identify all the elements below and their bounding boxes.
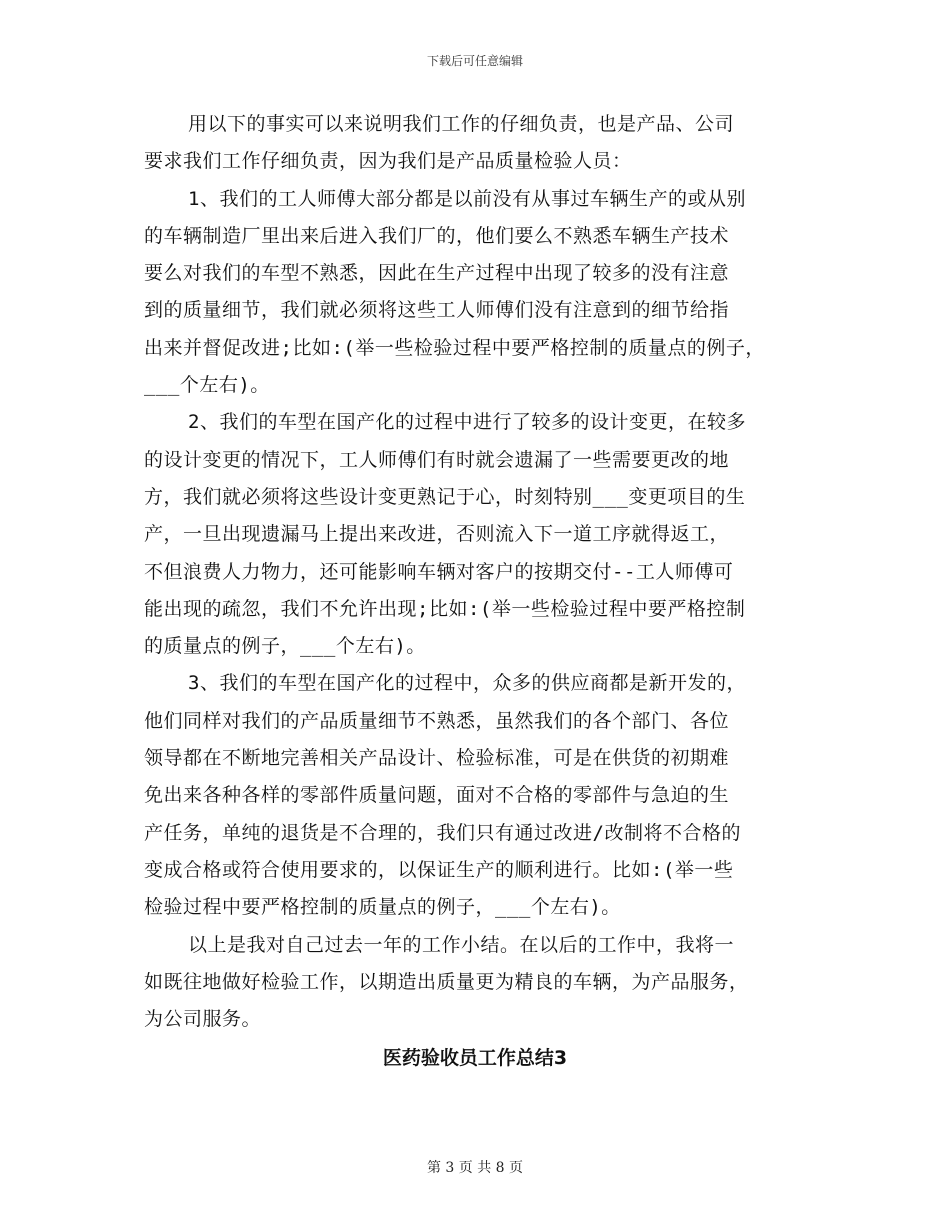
- text-line: 他们同样对我们的产品质量细节不熟悉，虽然我们的各个部门、各位: [144, 709, 730, 732]
- text-line: 要么对我们的车型不熟悉，因此在生产过程中出现了较多的没有注意: [144, 262, 730, 285]
- page-footer: 第 3 页 共 8 页: [426, 1160, 524, 1176]
- text-line: 为公司服务。: [144, 1008, 262, 1031]
- text-line: 3、我们的车型在国产化的过程中，众多的供应商都是新开发的，: [188, 672, 746, 695]
- text-line: 产任务，单纯的退货是不合理的，我们只有通过改进/改制将不合格的: [144, 821, 741, 844]
- text-line: 的质量点的例子，___个左右)。: [144, 635, 426, 658]
- text-line: 变成合格或符合使用要求的，以保证生产的顺利进行。比如:(举一些: [144, 858, 734, 881]
- text-line: ___个左右)。: [144, 374, 270, 397]
- text-line: 的设计变更的情况下，工人师傅们有时就会遗漏了一些需要更改的地: [144, 448, 730, 471]
- section-title: 医药验收员工作总结3: [382, 1047, 568, 1069]
- document-body: [144, 106, 814, 1038]
- text-line: 如既往地做好检验工作，以期造出质量更为精良的车辆，为产品服务，: [144, 970, 749, 993]
- text-line: 到的质量细节，我们就必须将这些工人师傅们没有注意到的细节给指: [144, 299, 730, 322]
- text-line: 产，一旦出现遗漏马上提出来改进，否则流入下一道工序就得返工，: [144, 523, 730, 546]
- text-line: 检验过程中要严格控制的质量点的例子，___个左右)。: [144, 896, 621, 919]
- text-line: 不但浪费人力物力，还可能影响车辆对客户的按期交付--工人师傅可: [144, 560, 734, 583]
- text-line: 能出现的疏忽，我们不允许出现;比如:(举一些检验过程中要严格控制: [144, 597, 746, 620]
- text-line: 以上是我对自己过去一年的工作小结。在以后的工作中，我将一: [188, 933, 735, 956]
- text-line: 方，我们就必须将这些设计变更熟记于心，时刻特别___变更项目的生: [144, 485, 746, 508]
- page-header: 下载后可任意编辑: [426, 54, 523, 68]
- text-line: 的车辆制造厂里出来后进入我们厂的，他们要么不熟悉车辆生产技术: [144, 224, 730, 247]
- text-line: 1、我们的工人师傅大部分都是以前没有从事过车辆生产的或从别: [188, 187, 746, 210]
- text-line: 出来并督促改进;比如:(举一些检验过程中要严格控制的质量点的例子，: [144, 336, 765, 359]
- text-line: 要求我们工作仔细负责，因为我们是产品质量检验人员：: [144, 150, 632, 173]
- text-line: 用以下的事实可以来说明我们工作的仔细负责，也是产品、公司: [188, 113, 735, 135]
- text-line: 2、我们的车型在国产化的过程中进行了较多的设计变更，在较多: [188, 411, 746, 434]
- text-line: 免出来各种各样的零部件质量问题，面对不合格的零部件与急迫的生: [144, 784, 730, 807]
- text-line: 领导都在不断地完善相关产品设计、检验标准，可是在供货的初期难: [144, 747, 730, 770]
